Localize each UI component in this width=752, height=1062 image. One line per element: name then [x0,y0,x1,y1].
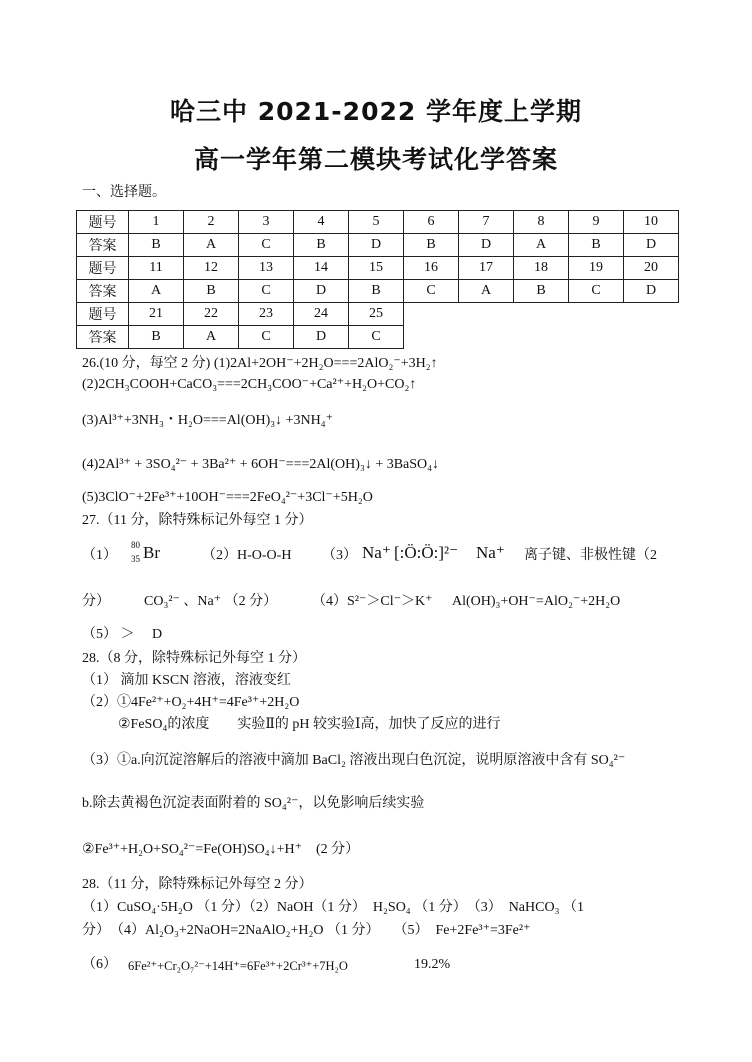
table-cell: C [349,326,404,349]
table-cell: D [624,280,679,303]
table-cell: B [569,234,624,257]
table-cell: 1 [129,211,184,234]
table-cell: 15 [349,257,404,280]
table-cell: 2 [184,211,239,234]
table-cell: B [184,280,239,303]
table-cell: B [294,234,349,257]
q26-line2: (2)2CH₃COOH+CaCO₃===2CH₃COO⁻+Ca²⁺+H₂O+CO₂↑ [82,377,417,392]
q28b-line1: （1）CuSO₄·5H₂O （1 分）（2）NaOH（1 分） H₂SO₄ （1 分） （3） NaHCO₃ （1 [82,900,584,915]
page-subtitle: 高一学年第二模块考试化学答案 [193,145,558,174]
table-cell: 19 [569,257,624,280]
table-cell: 22 [184,303,239,326]
q27-line2b: CO₃²⁻ 、Na⁺ （2 分） [144,594,278,609]
q26-line4: (4)2Al³⁺ + 3SO₄²⁻ + 3Ba²⁺ + 6OH⁻===2Al(OH)₃↓ + 3BaSO₄↓ [82,457,440,472]
table-cell: B [514,280,569,303]
table-cell: C [239,280,294,303]
q28a-line3: ②FeSO₄的浓度 实验Ⅱ的 pH 较实验Ⅰ高，加快了反应的进行 [118,717,501,732]
table-row [77,303,679,326]
row-header-cell: 答案 [77,234,129,257]
table-cell: 12 [184,257,239,280]
table-cell: A [184,326,239,349]
table-cell: 24 [294,303,349,326]
br-symbol: Br [143,543,160,562]
table-cell: C [239,234,294,257]
table-cell: D [349,234,404,257]
table-cell: C [569,280,624,303]
empty-cell [624,303,679,326]
br-atomic-number: 35 [131,554,140,564]
empty-cell [514,326,569,349]
table-cell: C [404,280,459,303]
page-title: 哈三中 2021-2022 学年度上学期 [170,97,582,126]
q28b-heading: 28.（11 分，除特殊标记外每空 2 分） [82,877,313,892]
table-cell: 17 [459,257,514,280]
row-header-cell: 题号 [77,211,129,234]
table-cell: 10 [624,211,679,234]
q28b-line3-label: （6） [82,957,117,972]
row-header-cell: 答案 [77,280,129,303]
q27-part3-label: （3） [322,548,357,563]
table-cell: D [459,234,514,257]
section-heading: 一、选择题。 [82,185,166,200]
empty-cell [459,326,514,349]
table-cell: 8 [514,211,569,234]
q28a-line6: ②Fe³⁺+H₂O+SO₄²⁻=Fe(OH)SO₄↓+H⁺ (2 分） [82,842,360,857]
table-cell: B [404,234,459,257]
q27-heading: 27.（11 分，除特殊标记外每空 1 分） [82,513,313,528]
table-cell: 6 [404,211,459,234]
empty-cell [404,326,459,349]
table-cell: D [624,234,679,257]
br-mass-number: 80 [131,540,140,550]
table-row [77,326,679,349]
table-cell: 16 [404,257,459,280]
table-cell: 18 [514,257,569,280]
table-cell: 13 [239,257,294,280]
table-cell: A [514,234,569,257]
empty-cell [624,326,679,349]
q28a-line2: （2）①4Fe²⁺+O₂+4H⁺=4Fe³⁺+2H₂O [82,695,300,710]
table-cell: D [294,280,349,303]
q28a-line1: （1） 滴加 KSCN 溶液，溶液变红 [82,673,291,688]
q26-line5: (5)3ClO⁻+2Fe³⁺+10OH⁻===2FeO₄²⁻+3Cl⁻+5H₂O [82,490,373,505]
table-cell: 7 [459,211,514,234]
table-cell: B [129,326,184,349]
peroxide-ion: [:Ö:Ö:]²⁻ [394,543,459,562]
row-header-cell: 答案 [77,326,129,349]
q27-line3: （5） ＞ D [82,627,163,642]
q26-line1: 26.(10 分，每空 2 分) (1)2Al+2OH⁻+2H₂O===2AlO₂⁻+3H₂↑ [82,356,438,371]
table-cell: 14 [294,257,349,280]
q27-part1-label: （1） [82,548,117,563]
table-cell: 25 [349,303,404,326]
q27-line2d: Al(OH)₃+OH⁻=AlO₂⁻+2H₂O [452,594,621,609]
table-cell: 20 [624,257,679,280]
row-header-cell: 题号 [77,303,129,326]
empty-cell [514,303,569,326]
q27-part2: （2）H-O-O-H [202,548,292,563]
q28b-line3-percent: 19.2% [414,957,451,972]
table-cell: 4 [294,211,349,234]
table-row [77,257,679,280]
table-cell: D [294,326,349,349]
answer-table [76,210,679,349]
table-cell: C [239,326,294,349]
table-cell: 11 [129,257,184,280]
empty-cell [569,326,624,349]
table-cell: B [349,280,404,303]
q28a-line5: b.除去黄褐色沉淀表面附着的 SO₄²⁻，以免影响后续实验 [82,796,425,811]
empty-cell [404,303,459,326]
table-row [77,280,679,303]
table-cell: 9 [569,211,624,234]
table-cell: 23 [239,303,294,326]
q27-line2c: （4）S²⁻＞Cl⁻＞K⁺ [312,594,433,609]
row-header-cell: 题号 [77,257,129,280]
q28b-line2: 分） （4）Al₂O₃+2NaOH=2NaAlO₂+H₂O （1 分） （5） Fe+2Fe³⁺=3Fe²⁺ [82,923,531,938]
q28a-heading: 28.（8 分，除特殊标记外每空 1 分） [82,651,306,666]
q28a-line4: （3）①a.向沉淀溶解后的溶液中滴加 BaCl₂ 溶液出现白色沉淀，说明原溶液中含有 SO₄²⁻ [82,753,626,768]
table-cell: A [184,234,239,257]
table-cell: A [129,280,184,303]
table-cell: 3 [239,211,294,234]
q27-bond-type: 离子键、非极性键（2 [524,548,657,563]
q27-line2a: 分） [82,594,110,609]
table-row [77,211,679,234]
sodium-ion-1: Na⁺ [362,543,391,562]
table-cell: B [129,234,184,257]
q28b-line3-equation: 6Fe²⁺+Cr₂O₇²⁻+14H⁺=6Fe³⁺+2Cr³⁺+7H₂O [128,959,348,973]
sodium-ion-2: Na⁺ [476,543,505,562]
table-cell: 5 [349,211,404,234]
q26-line3: (3)Al³⁺+3NH₃・H₂O===Al(OH)₃↓ +3NH₄⁺ [82,413,334,428]
table-row [77,234,679,257]
empty-cell [569,303,624,326]
table-cell: A [459,280,514,303]
table-cell: 21 [129,303,184,326]
empty-cell [459,303,514,326]
